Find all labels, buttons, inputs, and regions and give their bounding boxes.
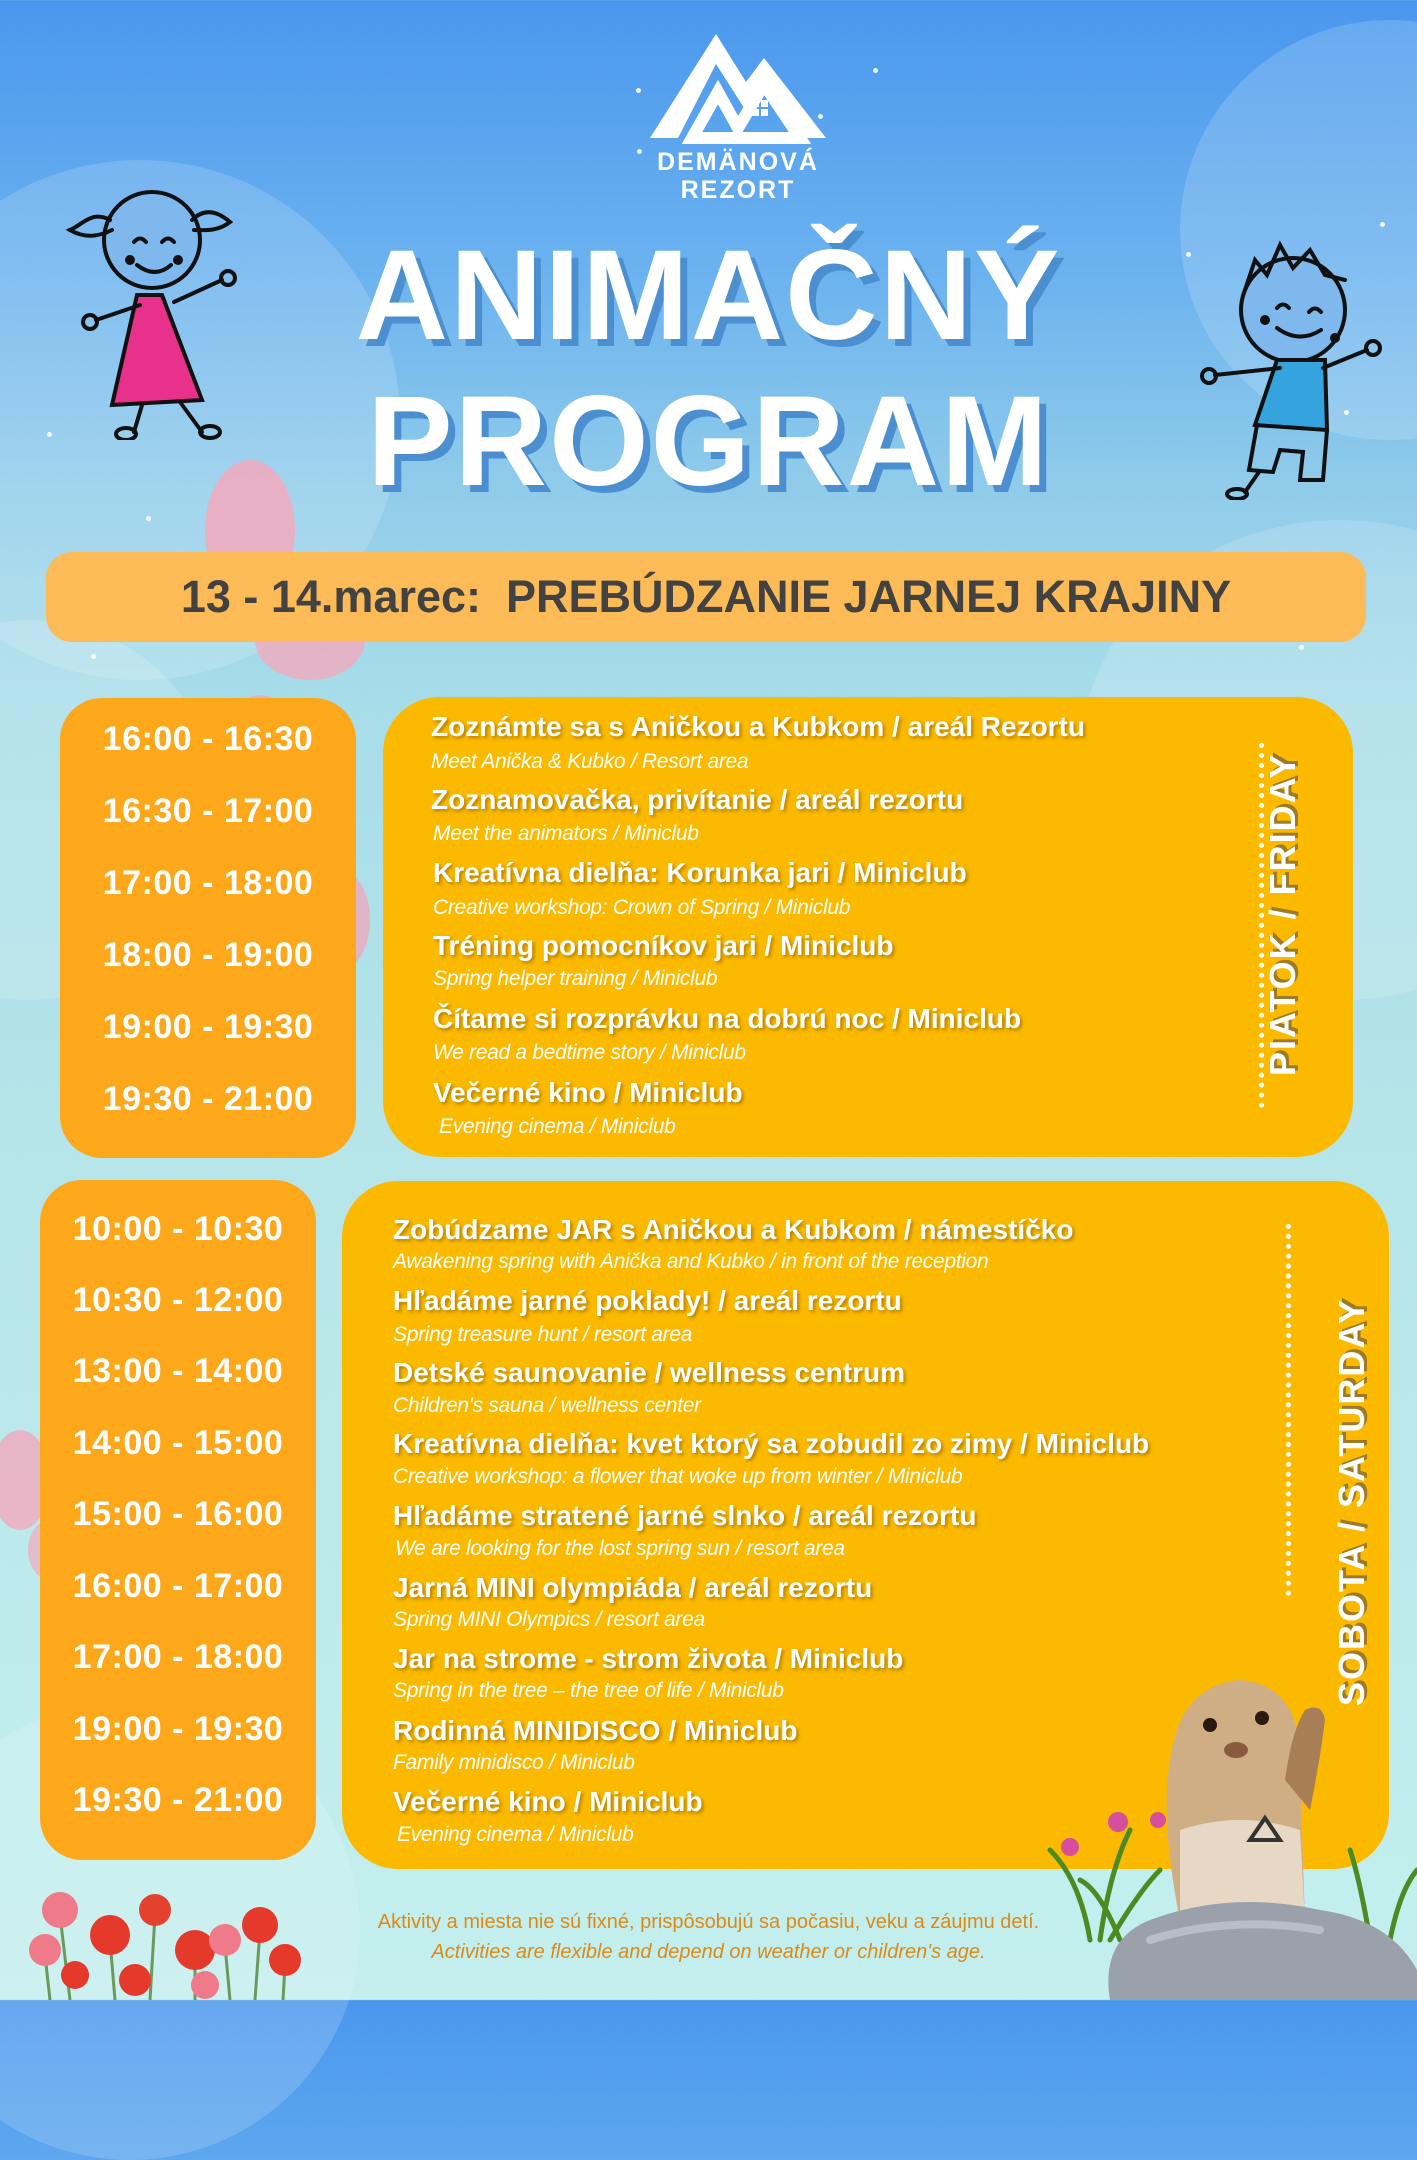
activity-subtitle: Spring helper training / Miniclub [433, 967, 718, 990]
time-slot: 16:00 - 17:00 [72, 1567, 284, 1605]
activity-title: Detské saunovanie / wellness centrum [393, 1357, 905, 1388]
activity-subtitle: Spring MINI Olympics / resort area [393, 1608, 705, 1631]
time-slot: 17:00 - 18:00 [72, 1638, 284, 1676]
star-decoration [1299, 645, 1304, 650]
activity-subtitle: Creative workshop: Crown of Spring / Miniclub [433, 896, 851, 919]
activity-subtitle: Spring treasure hunt / resort area [393, 1323, 693, 1346]
time-slot: 19:30 - 21:00 [102, 1080, 314, 1118]
activity-subtitle: Creative workshop: a flower that woke up from winter / Miniclub [393, 1465, 963, 1488]
time-slot: 18:00 - 19:00 [102, 936, 314, 974]
activity-subtitle: Meet the animators / Miniclub [433, 822, 699, 845]
date-theme-text: 13 - 14.marec: PREBÚDZANIE JARNEJ KRAJINY [180, 571, 1232, 622]
activity-subtitle: Awakening spring with Anička and Kubko / in front of the reception [393, 1250, 989, 1273]
activity-title: Večerné kino / Miniclub [433, 1077, 743, 1108]
activity-subtitle: Children's sauna / wellness center [393, 1394, 701, 1417]
saturday-time-column [40, 1180, 316, 1860]
time-slot: 10:00 - 10:30 [72, 1210, 284, 1248]
date-theme-banner [46, 552, 1366, 642]
activity-title: Jarná MINI olympiáda / areál rezortu [393, 1572, 873, 1603]
activity-title: Zobúdzame JAR s Aničkou a Kubkom / námestíčko [393, 1214, 1074, 1245]
title-line1: ANIMAČNÝ [355, 224, 1062, 367]
time-slot: 15:00 - 16:00 [72, 1495, 284, 1533]
star-decoration [91, 654, 96, 659]
friday-time-column [60, 698, 356, 1158]
activity-subtitle: Evening cinema / Miniclub [439, 1115, 676, 1138]
footnote-line-sk: Aktivity a miesta nie sú fixné, prispôsobujú sa počasiu, veku a záujmu detí. [377, 1911, 1040, 1933]
time-slot: 14:00 - 15:00 [72, 1424, 284, 1462]
title-line2: PROGRAM [367, 370, 1050, 513]
time-slot: 19:00 - 19:30 [102, 1008, 314, 1046]
dotted-divider [1286, 1224, 1291, 1596]
star-decoration [873, 68, 878, 73]
footnote [0, 1907, 1417, 1967]
activity-title: Jar na strome - strom života / Miniclub [393, 1643, 904, 1674]
activity-title: Kreatívna dielňa: kvet ktorý sa zobudil zo zimy / Miniclub [393, 1428, 1150, 1459]
friday-activities-panel [383, 697, 1353, 1157]
star-decoration [146, 516, 151, 521]
star-decoration [636, 88, 641, 93]
activity-subtitle: Family minidisco / Miniclub [393, 1751, 635, 1774]
time-slot: 19:00 - 19:30 [72, 1710, 284, 1748]
activity-title: Večerné kino / Miniclub [393, 1786, 703, 1817]
footnote-line-en: Activities are flexible and depend on weather or children's age. [431, 1941, 986, 1963]
activity-subtitle: Meet Anička & Kubko / Resort area [431, 750, 749, 773]
logo-text-line1: DEMÄNOVÁ [657, 148, 819, 176]
activity-title: Zoznamovačka, privítanie / areál rezortu [431, 784, 964, 815]
day-label-saturday: SOBOTA / SATURDAY [1331, 1297, 1372, 1706]
activity-subtitle: We are looking for the lost spring sun / resort area [395, 1537, 845, 1560]
activity-title: Hľadáme jarné poklady! / areál rezortu [393, 1285, 902, 1316]
time-slot: 17:00 - 18:00 [102, 864, 314, 902]
time-slot: 10:30 - 12:00 [72, 1281, 284, 1319]
logo-text-line2: REZORT [680, 176, 796, 204]
activity-title: Rodinná MINIDISCO / Miniclub [393, 1715, 798, 1746]
activity-subtitle: Evening cinema / Miniclub [397, 1823, 634, 1846]
activity-subtitle: Spring in the tree – the tree of life / Miniclub [393, 1679, 784, 1702]
star-decoration [637, 149, 642, 154]
mountain-house-logo-icon [648, 30, 828, 148]
activity-title: Kreatívna dielňa: Korunka jari / Miniclub [433, 857, 967, 888]
day-label-friday: PIATOK / FRIDAY [1262, 752, 1303, 1076]
activity-title: Tréning pomocníkov jari / Miniclub [433, 930, 894, 961]
time-slot: 19:30 - 21:00 [72, 1781, 284, 1819]
activity-title: Hľadáme stratené jarné slnko / areál rezortu [393, 1500, 977, 1531]
activity-title: Čítame si rozprávku na dobrú noc / Miniclub [433, 1003, 1022, 1034]
time-slot: 13:00 - 14:00 [72, 1352, 284, 1390]
activity-subtitle: We read a bedtime story / Miniclub [433, 1041, 746, 1064]
time-slot: 16:30 - 17:00 [102, 792, 314, 830]
resort-logo [648, 30, 828, 205]
time-slot: 16:00 - 16:30 [102, 720, 314, 758]
activity-title: Zoznámte sa s Aničkou a Kubkom / areál Rezortu [431, 711, 1086, 742]
